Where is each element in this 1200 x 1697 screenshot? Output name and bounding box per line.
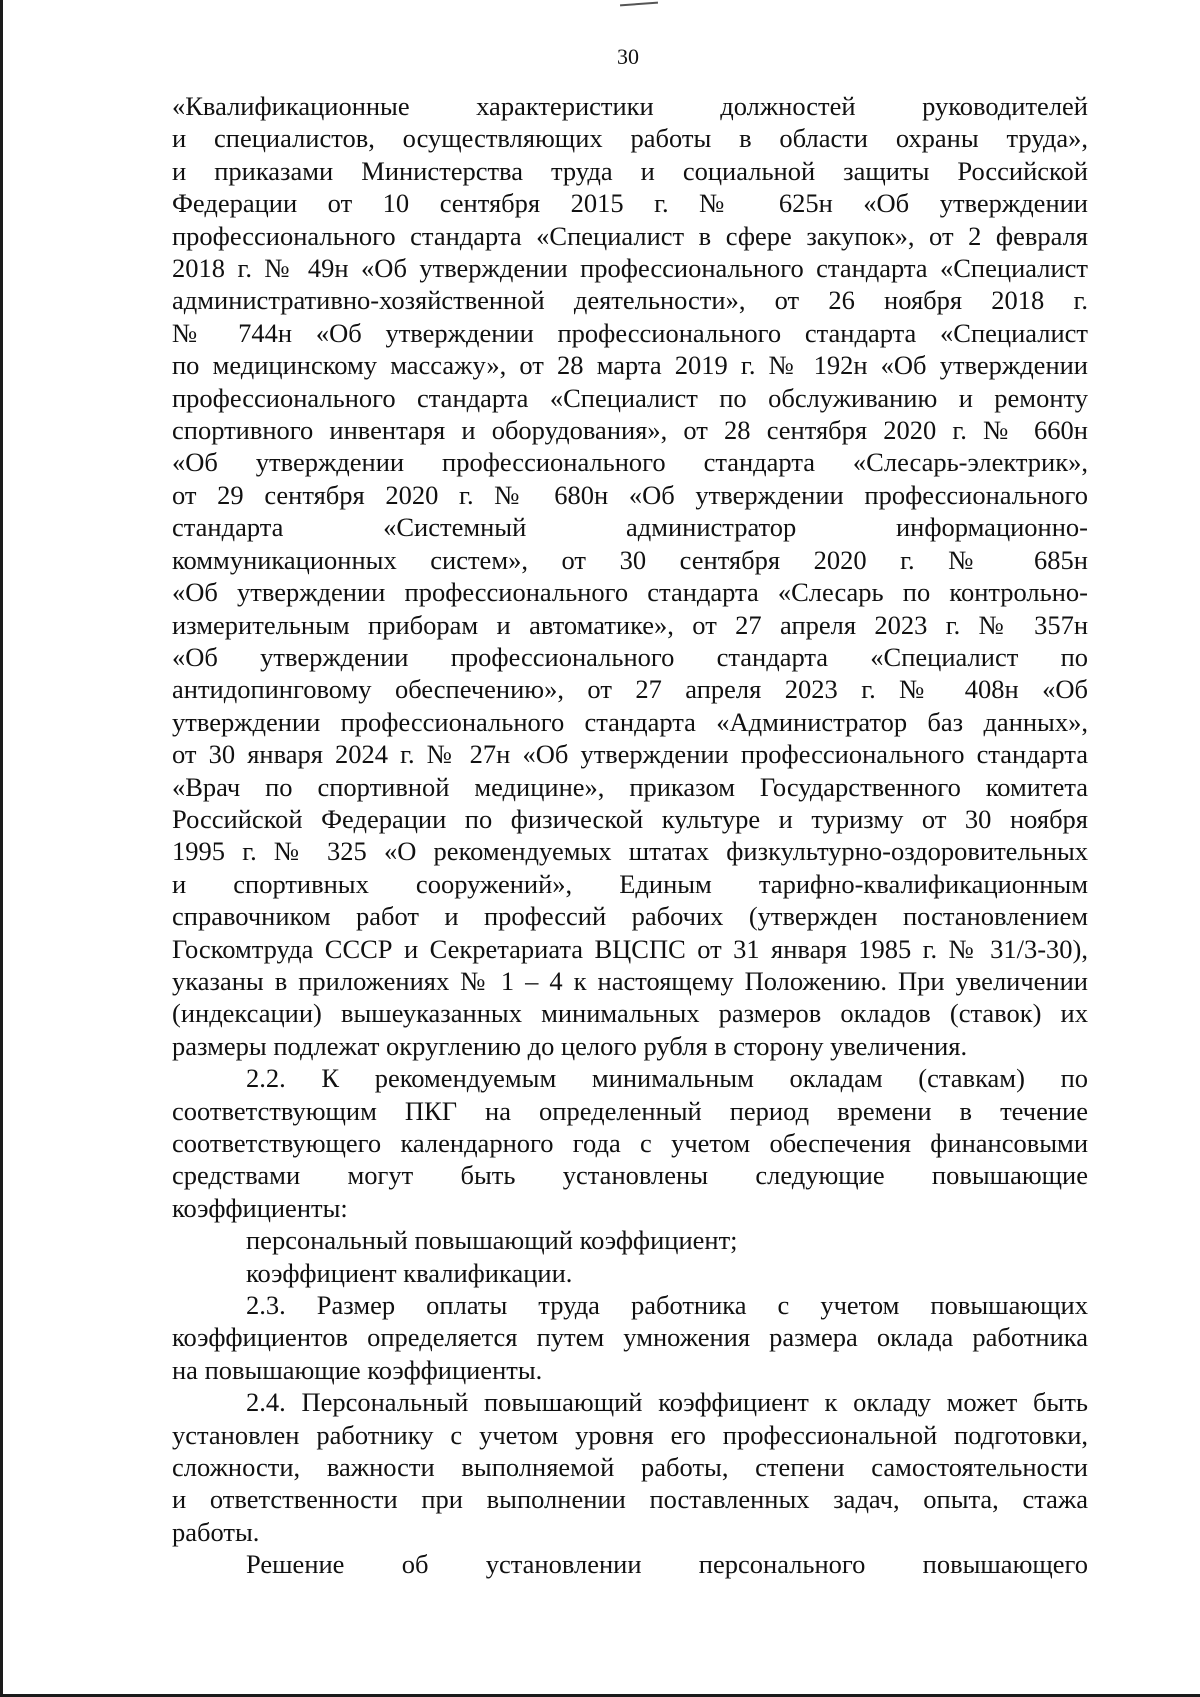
text-line: «Об утверждении профессионального стандарта «Специалист по bbox=[172, 641, 1088, 672]
text-line: и приказами Министерства труда и социальной защиты Российской bbox=[172, 155, 1088, 186]
text-line: «Врач по спортивной медицине», приказом Государственного комитета bbox=[172, 771, 1088, 802]
text-line: по медицинскому массажу», от 28 марта 2019 г. № 192н «Об утверждении bbox=[172, 350, 1088, 381]
text-line: размеры подлежат округлению до целого рубля в сторону увеличения. bbox=[172, 1030, 968, 1061]
text-line: профессионального стандарта «Специалист по обслуживанию и ремонту bbox=[172, 382, 1088, 413]
text-line: от 29 сентября 2020 г. № 680н «Об утверждении профессионального bbox=[172, 479, 1088, 510]
text-line: и специалистов, осуществляющих работы в области охраны труда», bbox=[172, 123, 1088, 154]
text-line: 1995 г. № 325 «О рекомендуемых штатах физкультурно-оздоровительных bbox=[172, 836, 1088, 867]
text-line: сложности, важности выполняемой работы, степени самостоятельности bbox=[172, 1452, 1088, 1483]
text-line: от 30 января 2024 г. № 27н «Об утверждении профессионального стандарта bbox=[172, 739, 1088, 770]
text-line: «Об утверждении профессионального стандарта «Слесарь-электрик», bbox=[172, 447, 1088, 478]
text-line: на повышающие коэффициенты. bbox=[172, 1354, 543, 1385]
text-line: средствами могут быть установлены следующие повышающие bbox=[172, 1160, 1088, 1191]
text-line: Решение об установлении персонального повышающего bbox=[246, 1549, 1088, 1580]
text-line: стандарта «Системный администратор информационно- bbox=[172, 512, 1088, 543]
text-line: утверждении профессионального стандарта «Администратор баз данных», bbox=[172, 706, 1088, 737]
text-line: измерительным приборам и автоматике», от 27 апреля 2023 г. № 357н bbox=[172, 609, 1088, 640]
text-line: «Об утверждении профессионального стандарта «Слесарь по контрольно- bbox=[172, 577, 1088, 608]
text-line: персональный повышающий коэффициент; bbox=[246, 1225, 738, 1256]
text-line: и ответственности при выполнении поставленных задач, опыта, стажа bbox=[172, 1484, 1088, 1515]
text-line: коэффициент квалификации. bbox=[246, 1257, 573, 1288]
text-line: Федерации от 10 сентября 2015 г. № 625н «Об утверждении bbox=[172, 188, 1088, 219]
text-line: «Квалификационные характеристики должностей руководителей bbox=[172, 91, 1088, 121]
text-line: указаны в приложениях № 1 – 4 к настоящему Положению. При увеличении bbox=[172, 965, 1088, 996]
text-line: Госкомтруда СССР и Секретариата ВЦСПС от 31 января 1985 г. № 31/3-30), bbox=[172, 933, 1088, 964]
text-line: Российской Федерации по физической культуре и туризму от 30 ноября bbox=[172, 803, 1088, 834]
text-line: 2.3. Размер оплаты труда работника с учетом повышающих bbox=[246, 1290, 1088, 1321]
scan-border-left bbox=[0, 0, 3, 1697]
document-body bbox=[172, 90, 1088, 1581]
text-line: соответствующего календарного года с учетом обеспечения финансовыми bbox=[172, 1128, 1088, 1158]
text-line: и спортивных сооружений», Единым тарифно-квалификационным bbox=[172, 868, 1088, 899]
text-line: (индексации) вышеуказанных минимальных размеров окладов (ставок) их bbox=[172, 998, 1088, 1029]
text-line: установлен работнику с учетом уровня его профессиональной подготовки, bbox=[172, 1419, 1088, 1450]
text-line: антидопинговому обеспечению», от 27 апреля 2023 г. № 408н «Об bbox=[172, 674, 1088, 705]
text-line: № 744н «Об утверждении профессионального стандарта «Специалист bbox=[172, 317, 1088, 348]
text-line: коэффициентов определяется путем умножения размера оклада работника bbox=[172, 1322, 1088, 1353]
text-line: 2.2. К рекомендуемым минимальным окладам (ставкам) по bbox=[246, 1063, 1088, 1094]
text-line: работы. bbox=[172, 1516, 260, 1547]
text-line: 2.4. Персональный повышающий коэффициент к окладу может быть bbox=[246, 1387, 1088, 1418]
scan-artifact-mark bbox=[620, 2, 658, 7]
page-number: 30 bbox=[617, 44, 639, 69]
text-line: спортивного инвентаря и оборудования», от 28 сентября 2020 г. № 660н bbox=[172, 415, 1088, 446]
text-line: 2018 г. № 49н «Об утверждении профессионального стандарта «Специалист bbox=[172, 253, 1088, 284]
text-line: административно-хозяйственной деятельности», от 26 ноября 2018 г. bbox=[172, 285, 1088, 316]
text-line: справочником работ и профессий рабочих (утвержден постановлением bbox=[172, 901, 1088, 932]
text-line: коммуникационных систем», от 30 сентября 2020 г. № 685н bbox=[172, 544, 1088, 575]
text-line: соответствующим ПКГ на определенный период времени в течение bbox=[172, 1095, 1088, 1126]
text-line: профессионального стандарта «Специалист в сфере закупок», от 2 февраля bbox=[172, 220, 1088, 251]
text-line: коэффициенты: bbox=[172, 1192, 348, 1223]
